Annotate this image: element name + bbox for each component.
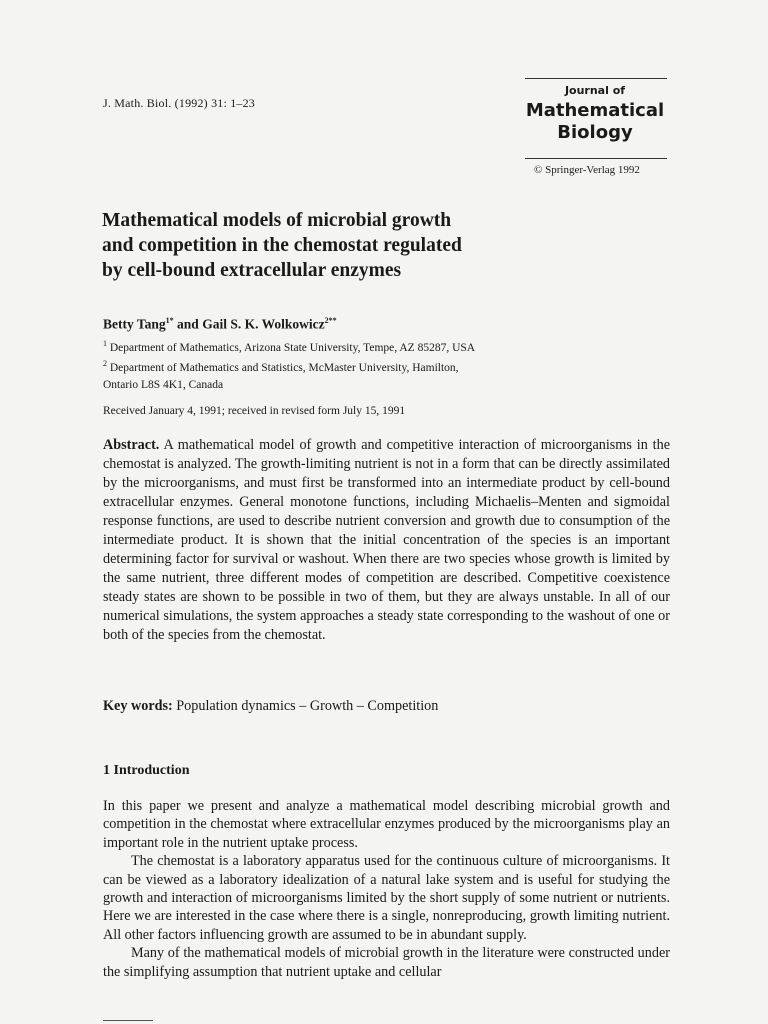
abstract-label: Abstract. — [103, 437, 160, 453]
intro-paragraph-3: Many of the mathematical models of microbial growth in the literature were constructed under the simplifying assumption that nutrient uptake and cellular — [103, 945, 670, 980]
received-dates: Received January 4, 1991; received in revised form July 15, 1991 — [103, 405, 406, 417]
author-2-mark: 2** — [324, 316, 337, 325]
author-2: Gail S. K. Wolkowicz — [202, 316, 325, 332]
affiliation-1 — [103, 335, 663, 357]
author-1-mark: 1* — [165, 316, 174, 325]
intro-paragraph-1: In this paper we present and analyze a mathematical model describing microbial growth and competition in the chemostat where extracellular enzymes produced by the microorganisms play an important role in the nutrient uptake process. — [103, 798, 670, 851]
affiliation-2 — [103, 355, 663, 394]
keywords-text: Population dynamics – Growth – Competition — [176, 698, 439, 714]
title-line-1: Mathematical models of microbial growth — [102, 210, 452, 231]
journal-name-line1: Mathematical — [525, 100, 665, 121]
author-conjunction: and — [173, 316, 203, 332]
affiliation-2-mark: 2 — [103, 359, 107, 368]
journal-rule-bottom — [525, 158, 667, 159]
author-list — [103, 316, 337, 333]
keywords — [103, 698, 438, 715]
abstract-text: A mathematical model of growth and competitive interaction of microorganisms in the chemostat is analyzed. The growth-limiting nutrient is not in a form that can be directly assimilated by the microorganisms, and must first be transformed into an intermediate product by cell-bound extracellular enzymes. General monotone functions, including Michaelis–Menten and sigmoidal response functions, are used to describe nutrient conversion and growth due to consumption of the intermediate product. It is shown that the initial concentration of the species is an important determining factor for survival or washout. When there are two species whose growth is limited by the same nutrient, three different modes of competition are described. Competitive coexistence steady states are shown to be possible in two of them, but they are always unstable. In all of our numerical simulations, the system approaches a steady state corresponding to the washout of one or both of the species from the chemostat. — [103, 437, 670, 643]
journal-citation: J. Math. Biol. (1992) 31: 1–23 — [103, 96, 255, 110]
section-heading-introduction: 1 Introduction — [103, 763, 190, 778]
paper-title — [102, 208, 682, 283]
title-line-2: and competition in the chemostat regulated — [102, 235, 462, 256]
intro-paragraph-2: The chemostat is a laboratory apparatus used for the continuous culture of microorganisms. It can be viewed as a laboratory idealization of a natural lake system and is useful for studying the growth and interaction of microorganisms limited by the short supply of some nutrient or nutrients. Here we are interested in the case where there is a single, nonreproducing, growth limiting nutrient. All other factors influencing growth are assumed to be in abundant supply. — [103, 853, 670, 943]
abstract — [103, 436, 670, 645]
introduction-body — [103, 797, 670, 981]
affiliation-1-text: Department of Mathematics, Arizona State University, Tempe, AZ 85287, USA — [109, 341, 476, 354]
affiliation-2-line-2: Ontario L8S 4K1, Canada — [103, 378, 224, 391]
author-1: Betty Tang — [103, 316, 166, 332]
affiliation-1-mark: 1 — [103, 339, 107, 348]
affiliation-2-line-1: Department of Mathematics and Statistics, McMaster University, Hamilton, — [109, 361, 459, 374]
journal-of-label: Journal of — [564, 84, 626, 97]
journal-rule-top — [525, 78, 667, 79]
footnote-rule — [103, 1020, 153, 1021]
journal-name-line2: Biology — [557, 122, 633, 143]
title-line-3: by cell-bound extracellular enzymes — [102, 260, 402, 281]
publisher-copyright: © Springer-Verlag 1992 — [534, 164, 640, 176]
keywords-label: Key words: — [103, 698, 173, 714]
